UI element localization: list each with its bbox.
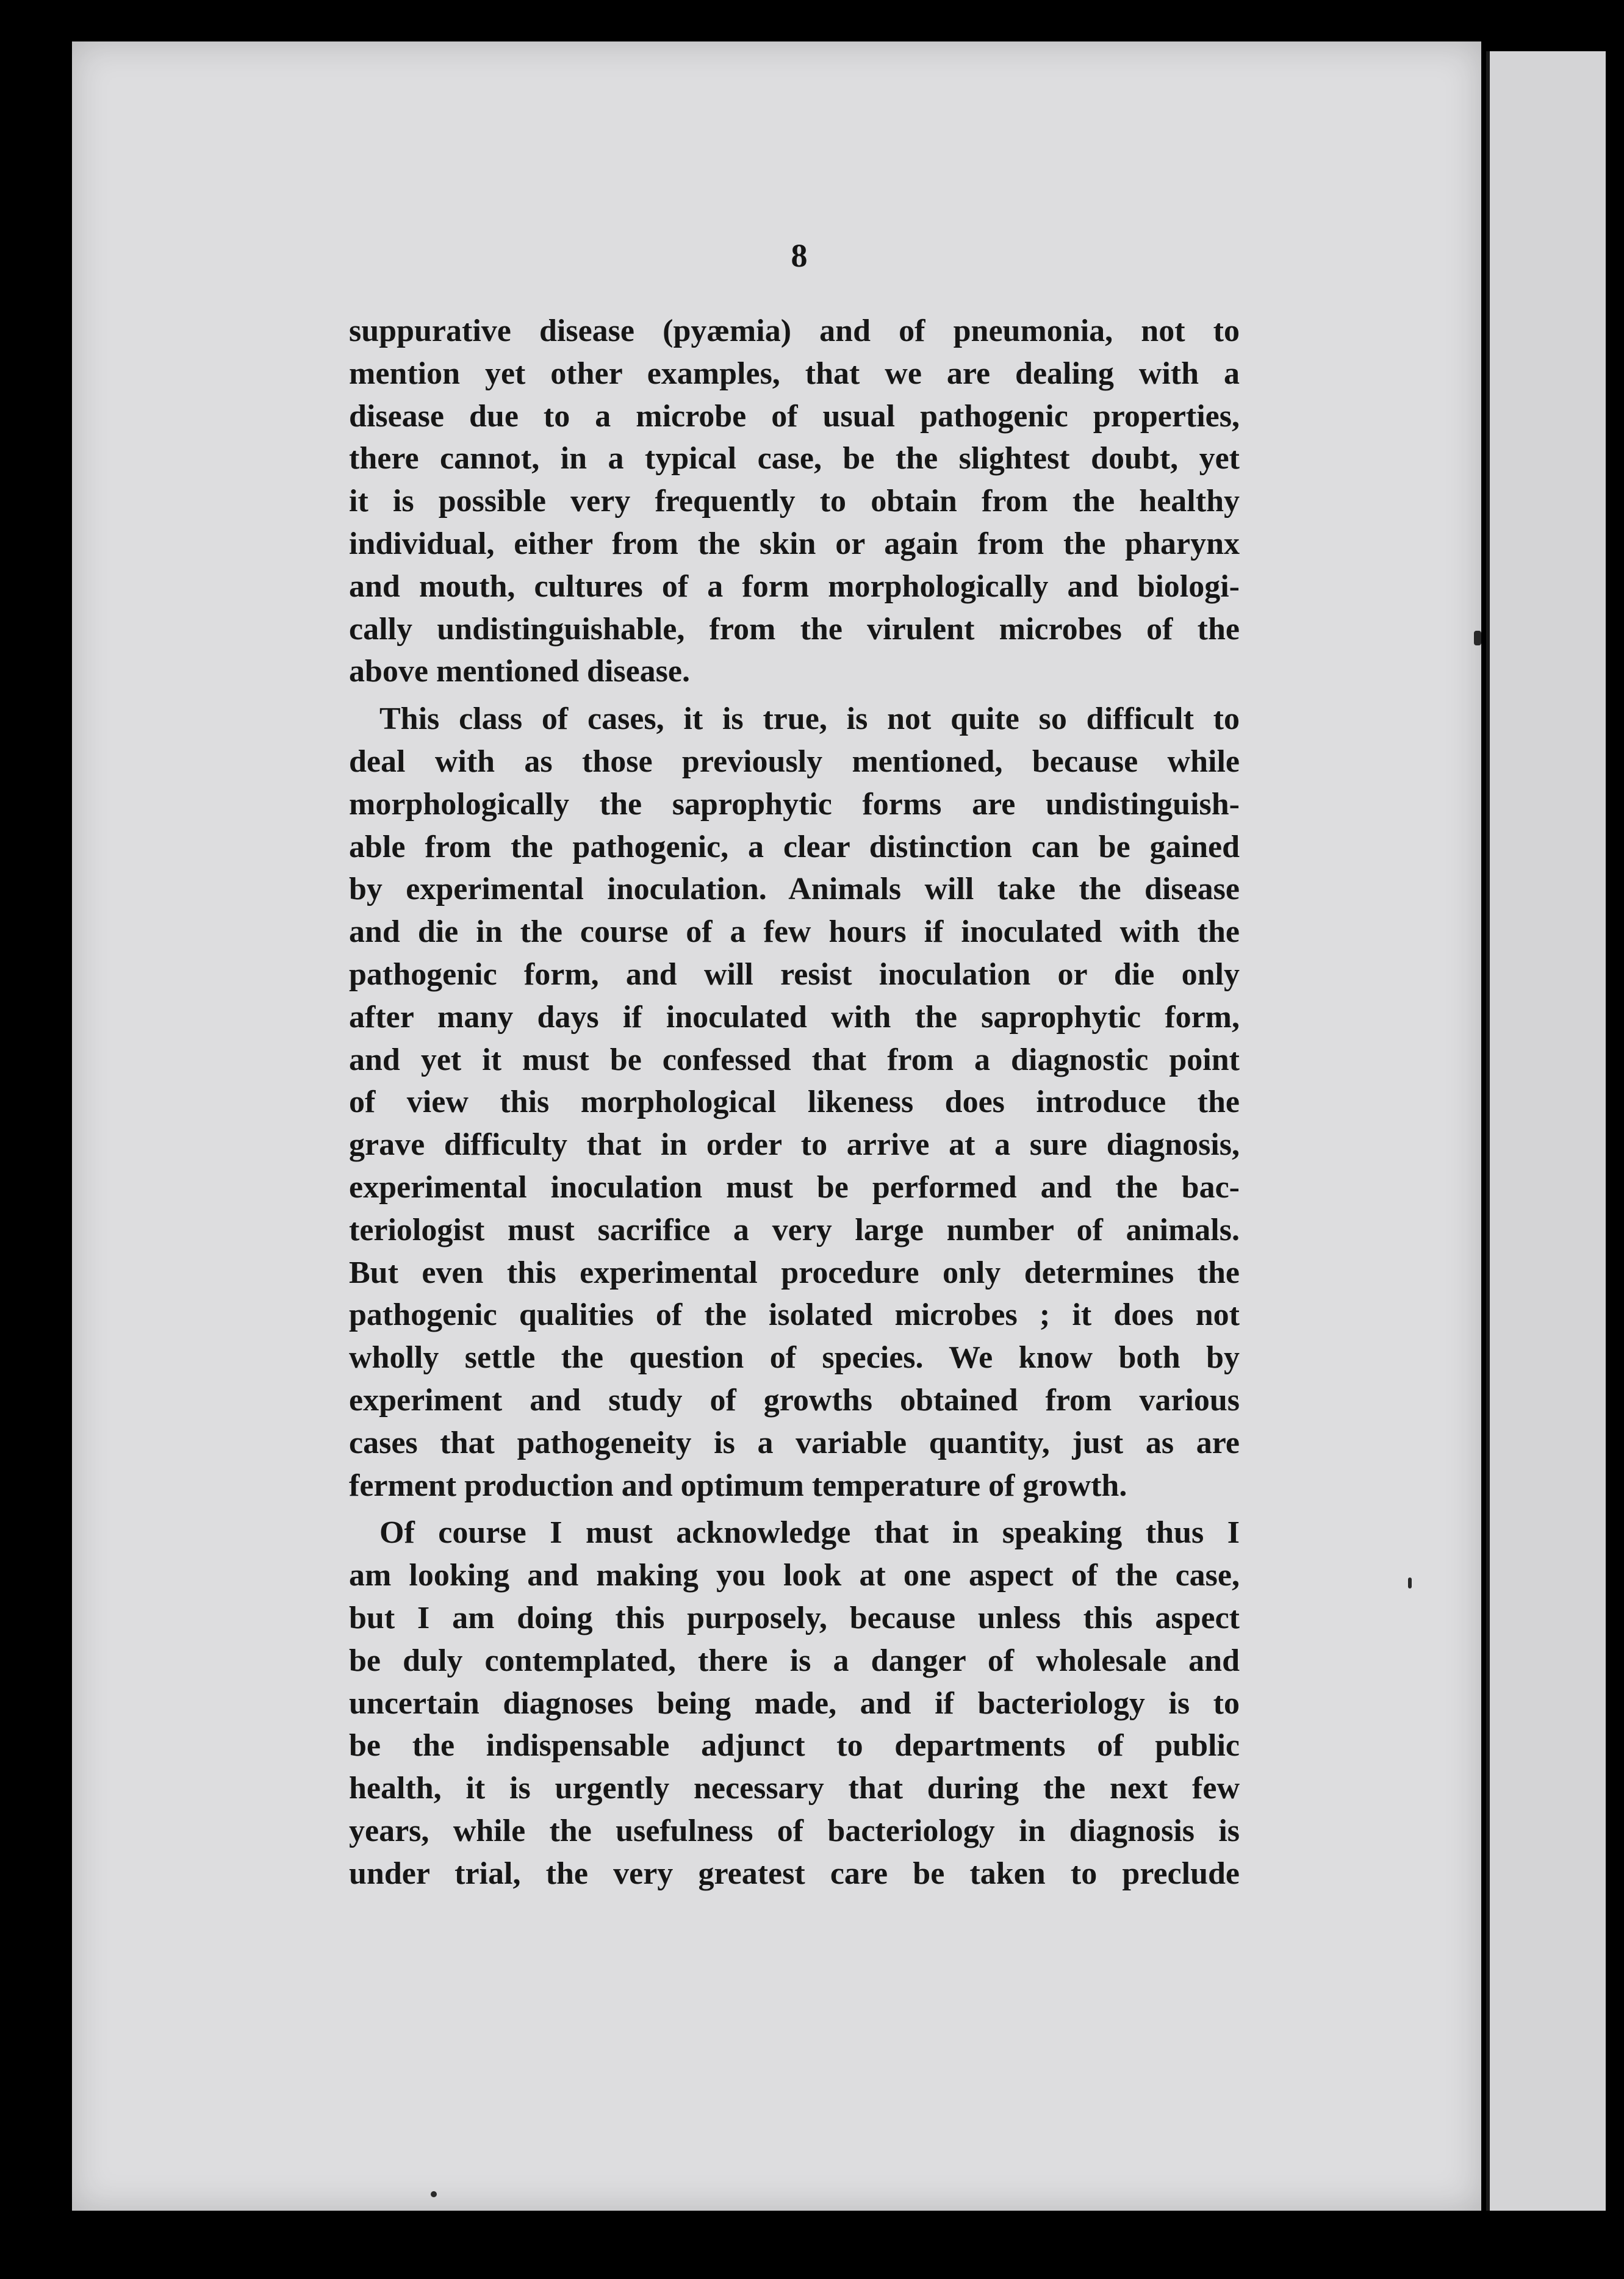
text-line: but I am doing this purposely, because unless this aspect xyxy=(349,1600,1240,1635)
text-line: be duly contemplated, there is a danger of wholesale and xyxy=(349,1643,1240,1678)
text-line: of view this morphological likeness does introduce the xyxy=(349,1085,1240,1120)
text-line: But even this experimental procedure only determines the xyxy=(349,1255,1240,1290)
text-line: above mentioned disease. xyxy=(349,654,690,689)
text-line: be the indispensable adjunct to departments of public xyxy=(349,1728,1240,1764)
text-line: morphologically the saprophytic forms are undistinguish- xyxy=(349,786,1240,822)
text-line: pathogenic form, and will resist inoculation or die only xyxy=(349,956,1240,992)
text-line: under trial, the very greatest care be taken to preclude xyxy=(349,1856,1240,1891)
text-line: am looking and making you look at one aspect of the case, xyxy=(349,1558,1240,1593)
text-line: and mouth, cultures of a form morphologically and biologi- xyxy=(349,569,1240,604)
text-line: and yet it must be confessed that from a diagnostic point xyxy=(349,1042,1240,1077)
text-line: mention yet other examples, that we are dealing with a xyxy=(349,356,1240,391)
text-line: grave difficulty that in order to arrive at a sure diagnosis, xyxy=(349,1127,1240,1163)
text-line: cases that pathogeneity is a variable quantity, just as are xyxy=(349,1425,1240,1460)
paragraph-3 xyxy=(349,1512,1240,1895)
text-line: teriologist must sacrifice a very large number of animals. xyxy=(349,1212,1240,1247)
page-number: 8 xyxy=(791,237,808,274)
text-line: cally undistinguishable, from the virulent microbes of the xyxy=(349,611,1240,647)
text-line: Of course I must acknowledge that in speaking thus I xyxy=(379,1515,1240,1551)
text-line: there cannot, in a typical case, be the slightest doubt, yet xyxy=(349,441,1240,476)
text-line: health, it is urgently necessary that during the next few xyxy=(349,1771,1240,1806)
text-line: years, while the usefulness of bacteriology in diagnosis is xyxy=(349,1813,1240,1848)
text-line: deal with as those previously mentioned, because while xyxy=(349,744,1240,779)
text-line: pathogenic qualities of the isolated microbes ; it does not xyxy=(349,1297,1240,1333)
paragraph-1 xyxy=(349,310,1240,693)
text-line: wholly settle the question of species. We know both by xyxy=(349,1340,1240,1376)
text-line: ferment production and optimum temperature of growth. xyxy=(349,1468,1127,1503)
ink-speck xyxy=(1408,1577,1412,1588)
text-line: suppurative disease (pyæmia) and of pneumonia, not to xyxy=(349,314,1240,348)
text-line: This class of cases, it is true, is not quite so difficult to xyxy=(379,702,1240,737)
text-line: experiment and study of growths obtained from various xyxy=(349,1382,1240,1418)
text-line: it is possible very frequently to obtain from the healthy xyxy=(349,484,1240,519)
text-line: experimental inoculation must be performed and the bac- xyxy=(349,1169,1240,1205)
ink-speck xyxy=(431,2191,437,2197)
body-text xyxy=(349,310,1240,1895)
text-line: after many days if inoculated with the saprophytic form, xyxy=(349,999,1240,1035)
text-line: able from the pathogenic, a clear distinction can be gained xyxy=(349,829,1240,864)
text-line: disease due to a microbe of usual pathogenic properties, xyxy=(349,398,1240,434)
text-line: and die in the course of a few hours if inoculated with the xyxy=(349,914,1240,950)
ink-speck xyxy=(1474,631,1481,645)
facing-page-edge xyxy=(1486,51,1606,2211)
text-line: individual, either from the skin or again from the pharynx xyxy=(349,526,1240,561)
text-line: by experimental inoculation. Animals will take the disease xyxy=(349,872,1240,907)
paragraph-2 xyxy=(349,698,1240,1507)
text-line: uncertain diagnoses being made, and if bacteriology is to xyxy=(349,1685,1240,1721)
